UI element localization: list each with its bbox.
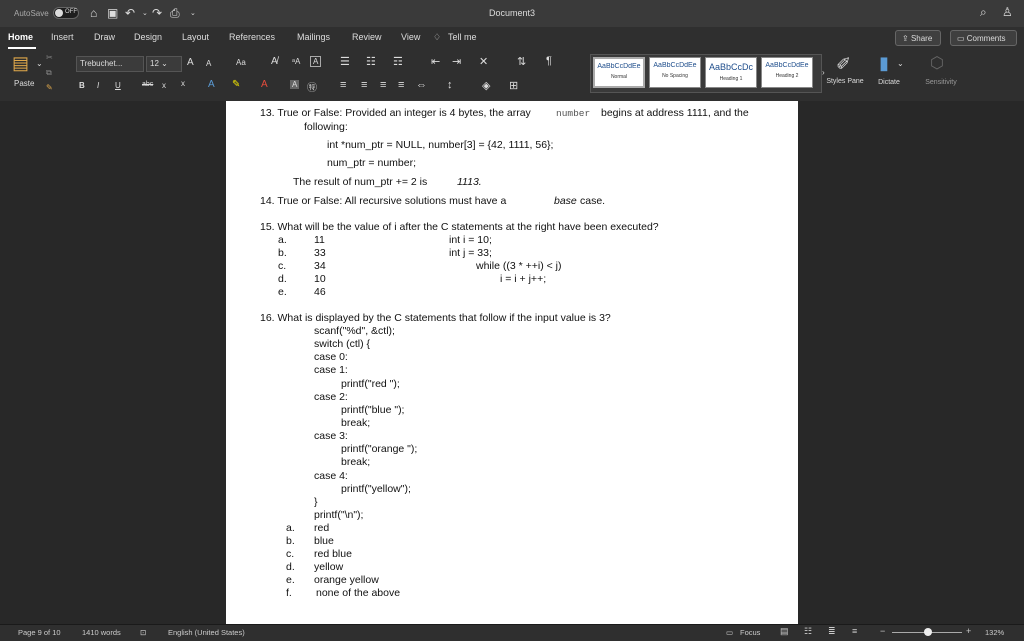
page-count[interactable]: Page 9 of 10 [18, 628, 61, 637]
lightbulb-icon: ♢ [433, 32, 442, 42]
styles-pane-label: Styles Pane [826, 78, 864, 85]
print-icon[interactable]: ⎙ [170, 6, 180, 20]
ribbon-tabs [0, 27, 1024, 51]
character-shading-icon[interactable]: A [292, 80, 298, 89]
tell-me-search[interactable]: Tell me [448, 32, 477, 42]
q13-result: The result of num_ptr += 2 is [293, 176, 428, 188]
shading-icon[interactable]: ◈ [482, 80, 491, 92]
autosave-label: AutoSave [14, 9, 49, 18]
q16-option-letter: a. [286, 522, 295, 534]
q14-end: case. [580, 195, 606, 207]
q16-code-line: } [314, 496, 318, 508]
text-effects-icon[interactable]: A [208, 79, 215, 90]
bold-button[interactable]: B [79, 81, 85, 90]
tab-view[interactable]: View [401, 32, 421, 42]
proofing-icon[interactable]: ⊡ [140, 628, 147, 637]
q13-code-word: number [556, 108, 591, 119]
q15-option-value: 10 [314, 273, 326, 285]
language[interactable]: English (United States) [168, 628, 245, 637]
q15-option-value: 34 [314, 260, 326, 272]
print-layout-icon[interactable]: ▤ [780, 626, 789, 636]
q14-emphasis: base [554, 195, 577, 207]
sensitivity-label: Sensitivity [925, 79, 957, 86]
borders-icon[interactable]: ⊞ [509, 80, 519, 92]
q15-option-letter: d. [278, 273, 287, 285]
tab-design[interactable]: Design [134, 32, 163, 42]
styles-pane-icon[interactable]: ✐ [836, 54, 852, 74]
font-name-value: Trebuchet... [80, 59, 123, 68]
q16-code-line: case 3: [314, 430, 348, 442]
font-size-select[interactable] [146, 56, 182, 72]
tab-draw[interactable]: Draw [94, 32, 116, 42]
style-heading-1[interactable] [705, 57, 757, 88]
font-color-icon[interactable]: A [261, 79, 268, 90]
multilevel-list-icon[interactable]: ☶ [393, 56, 403, 68]
grow-font-icon[interactable]: A [187, 57, 194, 68]
font-size-value: 12 [150, 59, 159, 68]
tab-review[interactable]: Review [352, 32, 382, 42]
sensitivity-icon[interactable]: ⬡ [930, 55, 944, 72]
q16-code-line: printf("red "); [341, 378, 400, 390]
document-title: Document3 [488, 8, 536, 18]
ribbon-home [0, 51, 1024, 102]
q16-code-line: break; [341, 456, 371, 468]
asian-layout-icon[interactable]: ✕ [479, 56, 489, 68]
align-left-icon[interactable]: ≡ [340, 79, 347, 91]
q16-option-value: yellow [314, 561, 344, 573]
cut-icon[interactable]: ✂ [46, 53, 53, 62]
q16-code-line: case 1: [314, 364, 348, 376]
tab-home[interactable]: Home [8, 32, 34, 42]
style-preview: AaBbCcDdEe [653, 62, 697, 69]
q16-option-value: none of the above [316, 587, 401, 599]
status-bar [0, 624, 1024, 641]
q16-option-value: red blue [314, 548, 352, 560]
align-center-icon[interactable]: ≡ [361, 79, 368, 91]
word-count[interactable]: 1410 words [82, 628, 121, 637]
q15-option-letter: c. [278, 260, 287, 272]
style-normal[interactable] [593, 57, 645, 88]
numbering-icon[interactable]: ☷ [366, 56, 376, 68]
increase-indent-icon[interactable]: ⇥ [452, 56, 462, 68]
save-icon[interactable]: ▣ [107, 6, 119, 20]
q14-text: 14. True or False: All recursive solutions must have a [260, 195, 507, 207]
q16-code-line: switch (ctl) { [314, 338, 371, 350]
undo-dropdown-icon[interactable]: ⌄ [142, 10, 148, 17]
undo-icon[interactable]: ↶ [125, 6, 136, 20]
font-name-select[interactable] [76, 56, 144, 72]
enclose-characters-icon[interactable]: ㊕ [307, 83, 317, 94]
q16-option-value: red [314, 522, 330, 534]
zoom-out-icon[interactable]: − [880, 626, 886, 636]
q16-option-value: orange yellow [314, 574, 379, 586]
styles-gallery [590, 54, 822, 93]
zoom-level[interactable]: 132% [985, 628, 1005, 637]
format-painter-icon[interactable]: ✎ [46, 83, 53, 92]
q16-text: 16. What is displayed by the C statements that follow if the input value is 3? [260, 312, 611, 324]
q13-text-cont: begins at address 1111, and the [601, 107, 749, 119]
clear-formatting-icon[interactable]: A̸ [271, 56, 278, 67]
pilcrow-icon[interactable]: ¶ [546, 55, 552, 67]
q16-code-line: case 0: [314, 351, 348, 363]
paste-dropdown-icon[interactable]: ⌄ [36, 59, 43, 68]
q16-code-line: scanf("%d", &ctl); [314, 325, 395, 337]
q16-option-letter: d. [286, 561, 295, 573]
q13-text: 13. True or False: Provided an integer is 4 bytes, the array [260, 107, 531, 119]
customize-qat-icon[interactable]: ⌄ [190, 10, 196, 17]
subscript-button[interactable]: x [162, 81, 166, 90]
style-name: Heading 2 [775, 73, 799, 79]
decrease-indent-icon[interactable]: ⇤ [431, 56, 441, 68]
q16-code-line: case 4: [314, 470, 348, 482]
q16-option-letter: e. [286, 574, 295, 586]
tab-insert[interactable]: Insert [51, 32, 74, 42]
line-spacing-icon[interactable]: ↕ [447, 79, 453, 91]
sort-icon[interactable]: ⇅ [517, 56, 527, 68]
q15-text: 15. What will be the value of i after the C statements at the right have been executed? [260, 221, 659, 233]
character-border-icon[interactable]: A [310, 56, 321, 67]
italic-button[interactable]: I [97, 81, 100, 90]
document-area [0, 101, 1024, 624]
share-label: Share [910, 34, 933, 43]
paste-label: Paste [14, 79, 35, 88]
q15-option-value: 46 [314, 286, 326, 298]
q15-option-letter: e. [278, 286, 287, 298]
strikethrough-button[interactable]: abc [142, 81, 154, 88]
align-right-icon[interactable]: ≡ [380, 79, 387, 91]
shrink-font-icon[interactable]: A [206, 59, 212, 68]
style-name: No Spacing [662, 73, 688, 79]
q16-option-value: blue [314, 535, 334, 547]
tab-layout[interactable]: Layout [182, 32, 210, 42]
active-tab-indicator [8, 47, 36, 49]
zoom-in-icon[interactable]: + [966, 626, 972, 636]
style-heading-2[interactable] [761, 57, 813, 88]
search-icon[interactable]: ⌕ [980, 5, 987, 19]
q16-option-letter: b. [286, 535, 295, 547]
title-bar [0, 0, 1024, 27]
style-name: Normal [610, 74, 628, 80]
q16-code-line: break; [341, 417, 371, 429]
q13-code-1: int *num_ptr = NULL, number[3] = {42, 1111, 56}; [327, 139, 554, 151]
phonetic-guide-icon[interactable]: ᵃA [292, 57, 301, 66]
redo-icon[interactable]: ↷ [152, 6, 163, 20]
style-no-spacing[interactable] [649, 57, 701, 88]
underline-button[interactable]: U [115, 81, 121, 90]
zoom-slider-handle[interactable] [924, 628, 932, 636]
q15-code-line: while ((3 * ++i) < j) [476, 260, 562, 272]
paste-icon[interactable]: ▤ [12, 53, 30, 73]
read-mode-icon[interactable]: ☷ [804, 626, 813, 636]
focus-icon: ▭ [726, 628, 734, 637]
q16-code-line: printf("blue "); [341, 404, 405, 416]
bullets-icon[interactable]: ☰ [340, 56, 350, 68]
q16-option-letter: f. [286, 587, 292, 599]
share-icon: ⇪ [902, 34, 911, 43]
gallery-expand-icon[interactable]: › [822, 68, 825, 77]
comments-button[interactable] [950, 30, 1017, 46]
q15-option-letter: b. [278, 247, 287, 259]
q15-option-letter: a. [278, 234, 287, 246]
comment-icon: ▭ [957, 34, 967, 43]
microphone-icon[interactable]: ▮ [879, 53, 889, 73]
justify-icon[interactable]: ≡ [398, 79, 405, 91]
q13-result-value: 1113. [457, 176, 482, 188]
change-case-icon[interactable]: Aa [236, 58, 246, 67]
q16-code-line: printf("orange "); [341, 443, 418, 455]
web-layout-icon[interactable]: ≣ [828, 626, 836, 636]
q16-code-line: printf("\n"); [314, 509, 364, 521]
q16-code-line: printf("yellow"); [341, 483, 411, 495]
account-icon[interactable]: ♙ [1002, 5, 1013, 19]
distributed-icon[interactable]: ⇔ [416, 79, 427, 91]
focus-mode[interactable]: Focus [740, 628, 761, 637]
autosave-state: OFF [65, 9, 77, 15]
tab-mailings[interactable]: Mailings [297, 32, 331, 42]
q15-code-line: int i = 10; [449, 234, 492, 246]
q15-code-line: int j = 33; [449, 247, 492, 259]
share-button[interactable] [895, 30, 941, 46]
dictate-label: Dictate [878, 79, 900, 86]
style-preview: AaBbCcDdEe [765, 62, 809, 69]
tab-references[interactable]: References [229, 32, 276, 42]
q15-code-line: i = i + j++; [500, 273, 547, 285]
q13-code-2: num_ptr = number; [327, 157, 417, 169]
comments-label: Comments [966, 34, 1006, 43]
style-preview: AaBbCcDdEe [597, 63, 641, 70]
style-name: Heading 1 [719, 76, 743, 82]
style-preview: AaBbCcDc [708, 62, 753, 72]
q16-option-letter: c. [286, 548, 295, 560]
q15-option-value: 11 [314, 234, 325, 246]
q15-option-value: 33 [314, 247, 326, 259]
dictate-dropdown-icon[interactable]: ⌄ [897, 59, 904, 68]
highlight-icon[interactable]: ✎ [232, 79, 241, 90]
q13-following: following: [304, 121, 348, 133]
home-icon[interactable]: ⌂ [90, 6, 98, 20]
superscript-button[interactable]: x [181, 79, 185, 88]
copy-icon[interactable]: ⧉ [46, 68, 52, 77]
q16-code-line: case 2: [314, 391, 348, 403]
outline-icon[interactable]: ≡ [852, 626, 858, 636]
document-page[interactable] [226, 101, 798, 624]
chevron-down-icon: ⌄ [158, 59, 168, 68]
